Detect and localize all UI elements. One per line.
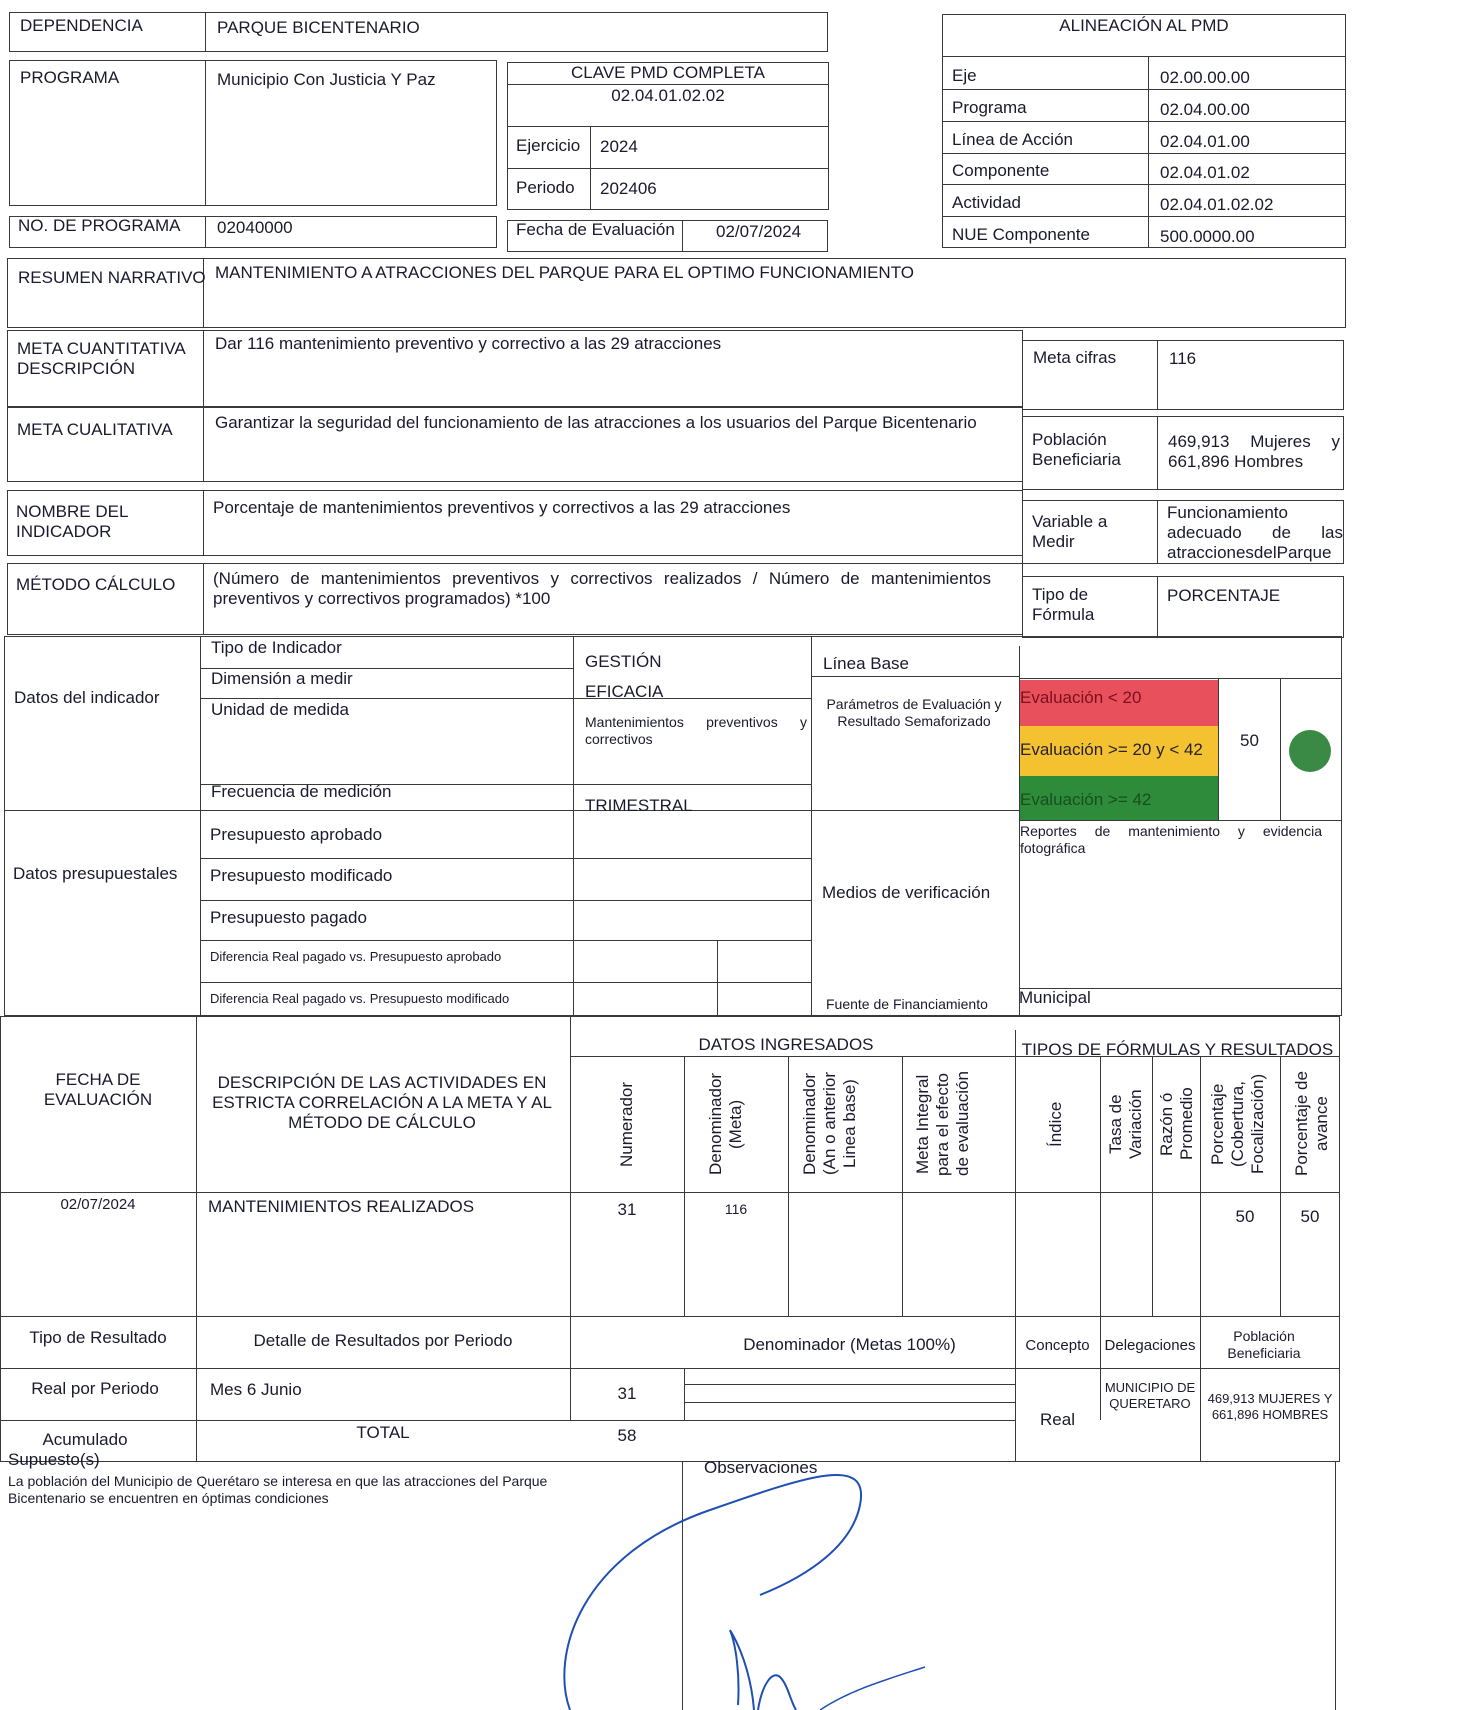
alineacion-nue-label: NUE Componente [952, 225, 1090, 244]
unidad-label: Unidad de medida [211, 700, 349, 719]
meta-cuantitativa-label: META CUANTITATIVA DESCRIPCIÓN [17, 339, 185, 378]
no-programa-label: NO. DE PROGRAMA [18, 216, 181, 235]
medios-verificacion-label: Medios de verificación [822, 883, 991, 902]
eval-yellow-label: Evaluación >= 20 y < 42 [1020, 740, 1203, 759]
fecha-evaluacion-header: FECHA DE EVALUACIÓN [43, 1070, 153, 1109]
total-label: TOTAL [356, 1423, 410, 1442]
alineacion-eje-value: 02.00.00.00 [1160, 68, 1250, 87]
presupuesto-aprobado-label: Presupuesto aprobado [210, 825, 383, 844]
alineacion-actividad-value: 02.04.01.02.02 [1160, 195, 1274, 214]
variable-value: Funcionamiento adecuado de las atraccionesdelParque [1167, 503, 1343, 562]
acumulado-label: Acumulado [42, 1430, 128, 1449]
periodo-value: 202406 [600, 179, 657, 198]
poblacion-value: 469,913 Mujeres y 661,896 Hombres [1168, 432, 1340, 471]
presupuesto-modificado-label: Presupuesto modificado [210, 866, 393, 885]
fuente-financiamiento-label: Fuente de Financiamiento [826, 996, 988, 1012]
tipo-indicador-label: Tipo de Indicador [211, 638, 342, 657]
diferencia-modificado-label: Diferencia Real pagado vs. Presupuesto modificado [210, 991, 510, 1006]
medios-verificacion-value: Reportes de mantenimiento y evidencia fotográfica [1020, 823, 1322, 856]
alineacion-nue-value: 500.0000.00 [1160, 227, 1255, 246]
alineacion-programa-value: 02.04.00.00 [1160, 100, 1250, 119]
col-porcentaje-avance: Porcentaje de avance [1292, 1071, 1331, 1177]
alineacion-title: ALINEACIÓN AL PMD [1059, 16, 1229, 35]
row-fecha: 02/07/2024 [60, 1196, 136, 1213]
metodo-value: (Número de mantenimientos preventivos y correctivos realizados / Número de mantenimientos preventivos y correctivos programados) *100 [213, 569, 991, 608]
denominador-metas-label: Denominador (Metas 100%) [743, 1335, 956, 1354]
dependencia-label: DEPENDENCIA [20, 16, 143, 35]
acumulado-value: 58 [617, 1426, 637, 1445]
programa-value: Municipio Con Justicia Y Paz [217, 70, 436, 89]
row-avance: 50 [1300, 1207, 1320, 1226]
row-descripcion: MANTENIMIENTOS REALIZADOS [208, 1197, 475, 1216]
alineacion-eje-label: Eje [952, 66, 977, 85]
semaforo-green-dot [1289, 730, 1331, 772]
tipo-indicador-value: GESTIÓN [585, 652, 662, 671]
frecuencia-value: TRIMESTRAL [585, 796, 693, 815]
real-periodo-value: 31 [617, 1384, 637, 1403]
fecha-eval-label: Fecha de Evaluación [516, 220, 675, 239]
poblacion-beneficiaria-label: Población Beneficiaria [1227, 1328, 1301, 1361]
meta-cifras-label: Meta cifras [1033, 348, 1117, 367]
delegaciones-label: Delegaciones [1104, 1337, 1196, 1354]
linea-base-label: Línea Base [823, 654, 910, 673]
indicador-value: Porcentaje de mantenimientos preventivos y correctivos a las 29 atracciones [213, 498, 791, 517]
dimension-label: Dimensión a medir [211, 669, 353, 688]
datos-presupuestales-label: Datos presupuestales [13, 864, 178, 883]
tipo-resultado-label: Tipo de Resultado [29, 1328, 167, 1347]
programa-label: PROGRAMA [20, 68, 120, 87]
detalle-resultados-label: Detalle de Resultados por Periodo [253, 1331, 513, 1350]
unidad-value: Mantenimientos preventivos y correctivos [585, 714, 807, 747]
col-denominador: Denominador (Meta) [706, 1072, 745, 1176]
metodo-label: MÉTODO CÁLCULO [16, 575, 176, 594]
signature-stroke [540, 1425, 940, 1710]
mes-label: Mes 6 Junio [210, 1380, 302, 1399]
clave-label: CLAVE PMD COMPLETA [571, 63, 765, 82]
diferencia-aprobado-label: Diferencia Real pagado vs. Presupuesto aprobado [210, 949, 502, 964]
dependencia-value: PARQUE BICENTENARIO [217, 18, 420, 37]
supuestos-value: La población del Municipio de Querétaro se interesa en que las atracciones del Parque Bicentenario se encuentren en óptimas condiciones [8, 1473, 548, 1506]
tipos-formulas-header: TIPOS DE FÓRMULAS Y RESULTADOS [1021, 1040, 1334, 1059]
poblacion-label: Población Beneficiaria [1032, 430, 1121, 469]
meta-cualitativa-label: META CUALITATIVA [17, 420, 173, 439]
resumen-value: MANTENIMIENTO A ATRACCIONES DEL PARQUE PARA EL OPTIMO FUNCIONAMIENTO [215, 263, 915, 282]
indicador-label: NOMBRE DEL INDICADOR [16, 502, 128, 541]
col-meta-integral: Meta Integral para el efecto de evaluación [913, 1071, 972, 1177]
row-porcentaje: 50 [1235, 1207, 1255, 1226]
alineacion-componente-value: 02.04.01.02 [1160, 163, 1250, 182]
row-numerador: 31 [617, 1200, 637, 1219]
real-periodo-label: Real por Periodo [31, 1379, 159, 1398]
meta-cualitativa-value: Garantizar la seguridad del funcionamiento de las atracciones a los usuarios del Parque Bicentenario [215, 413, 977, 432]
no-programa-value: 02040000 [217, 218, 293, 237]
col-denominador-anterior: Denominador (An o anterior Linea base) [800, 1072, 859, 1176]
fecha-eval-value: 02/07/2024 [716, 222, 802, 241]
col-razon-promedio: Razón ó Promedio [1157, 1087, 1196, 1161]
alineacion-linea-value: 02.04.01.00 [1160, 132, 1250, 151]
parametros-label: Parámetros de Evaluación y Resultado Semaforizado [826, 696, 1002, 729]
alineacion-componente-label: Componente [952, 161, 1050, 180]
municipio-value: MUNICIPIO DE QUERETARO [1104, 1380, 1196, 1411]
alineacion-programa-label: Programa [952, 98, 1027, 117]
presupuesto-pagado-label: Presupuesto pagado [210, 908, 367, 927]
descripcion-header: DESCRIPCIÓN DE LAS ACTIVIDADES EN ESTRICTA CORRELACIÓN A LA META Y AL MÉTODO DE CÁLCULO [212, 1073, 552, 1132]
resumen-label: RESUMEN NARRATIVO [18, 268, 206, 287]
real-label: Real [1040, 1410, 1075, 1429]
ejercicio-label: Ejercicio [516, 136, 581, 155]
datos-indicador-label: Datos del indicador [14, 688, 160, 707]
tipo-formula-value: PORCENTAJE [1167, 586, 1281, 605]
col-indice: Índice [1046, 1101, 1065, 1147]
frecuencia-label: Frecuencia de medición [211, 782, 392, 801]
resultado-value: 50 [1240, 731, 1259, 750]
fuente-financiamiento-value: Municipal [1019, 988, 1091, 1007]
col-numerador: Numerador [617, 1081, 636, 1167]
clave-value: 02.04.01.02.02 [611, 86, 725, 105]
poblacion-beneficiaria-value: 469,913 MUJERES Y 661,896 HOMBRES [1207, 1391, 1333, 1422]
datos-ingresados-header: DATOS INGRESADOS [698, 1035, 874, 1054]
ejercicio-value: 2024 [600, 137, 638, 156]
variable-label: Variable a Medir [1032, 512, 1108, 551]
meta-cifras-value: 116 [1169, 349, 1197, 368]
periodo-label: Periodo [516, 178, 575, 197]
alineacion-actividad-label: Actividad [952, 193, 1021, 212]
dimension-value: EFICACIA [585, 682, 664, 701]
eval-red-label: Evaluación < 20 [1020, 688, 1142, 707]
supuestos-label: Supuesto(s) [8, 1450, 100, 1469]
eval-green-label: Evaluación >= 42 [1020, 790, 1152, 809]
col-porcentaje: Porcentaje (Cobertura, Focalización) [1208, 1073, 1267, 1175]
meta-cuantitativa-value: Dar 116 mantenimiento preventivo y correctivo a las 29 atracciones [215, 334, 722, 353]
concepto-label: Concepto [1025, 1337, 1090, 1354]
observaciones-label: Observaciones [704, 1458, 818, 1477]
alineacion-linea-label: Línea de Acción [952, 130, 1073, 149]
tipo-formula-label: Tipo de Fórmula [1032, 585, 1095, 624]
col-tasa-variacion: Tasa de Variación [1106, 1089, 1145, 1159]
row-denominador: 116 [724, 1201, 748, 1217]
